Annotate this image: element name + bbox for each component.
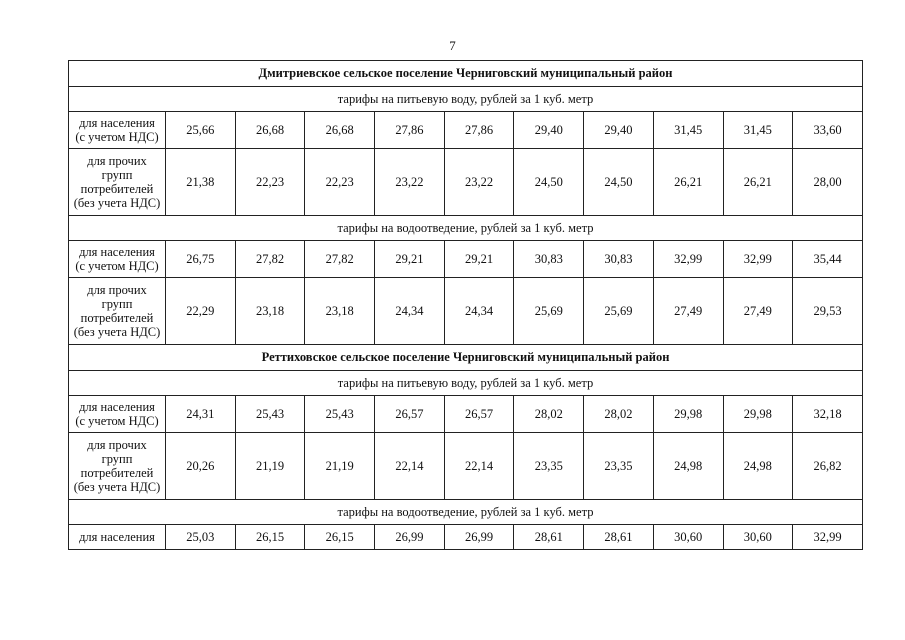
tariff-value-cell: 22,29 (166, 278, 236, 345)
tariff-value-cell: 22,14 (375, 433, 445, 500)
tariff-value-cell: 32,18 (793, 396, 863, 433)
tariff-value-cell: 28,02 (514, 396, 584, 433)
tariff-value-cell: 24,34 (375, 278, 445, 345)
tariff-table-body (69, 61, 863, 550)
tariff-group-header-row (69, 371, 863, 396)
tariff-value-cell: 23,35 (584, 433, 654, 500)
consumer-group-label: для прочих групп потребителей (без учета НДС) (69, 149, 166, 216)
tariff-value-cell: 32,99 (793, 525, 863, 550)
section-header-row (69, 61, 863, 87)
consumer-group-label: для населения (с учетом НДС) (69, 112, 166, 149)
tariff-value-cell: 33,60 (793, 112, 863, 149)
tariff-value-cell: 25,03 (166, 525, 236, 550)
tariff-value-cell: 28,00 (793, 149, 863, 216)
tariff-value-cell: 29,21 (444, 241, 514, 278)
tariff-value-cell: 21,19 (305, 433, 375, 500)
tariff-value-cell: 31,45 (723, 112, 793, 149)
tariff-value-cell: 22,14 (444, 433, 514, 500)
tariff-value-cell: 32,99 (723, 241, 793, 278)
tariff-value-cell: 26,68 (305, 112, 375, 149)
tariff-value-cell: 25,43 (305, 396, 375, 433)
tariff-value-cell: 27,82 (305, 241, 375, 278)
tariff-value-cell: 21,19 (235, 433, 305, 500)
tariff-value-cell: 22,23 (305, 149, 375, 216)
tariff-value-cell: 25,66 (166, 112, 236, 149)
tariff-value-cell: 22,23 (235, 149, 305, 216)
tariff-value-cell: 25,43 (235, 396, 305, 433)
tariff-value-cell: 24,50 (514, 149, 584, 216)
section-header-row (69, 345, 863, 371)
tariff-value-cell: 27,86 (444, 112, 514, 149)
tariff-value-cell: 23,22 (375, 149, 445, 216)
tariff-value-cell: 26,21 (653, 149, 723, 216)
tariff-value-cell: 27,86 (375, 112, 445, 149)
consumer-group-label: для населения (69, 525, 166, 550)
tariff-value-cell: 31,45 (653, 112, 723, 149)
tariff-value-cell: 23,35 (514, 433, 584, 500)
tariff-group-title: тарифы на питьевую воду, рублей за 1 куб. метр (69, 371, 863, 396)
tariff-value-cell: 28,61 (584, 525, 654, 550)
tariff-value-cell: 27,82 (235, 241, 305, 278)
tariff-value-cell: 20,26 (166, 433, 236, 500)
tariff-group-title: тарифы на водоотведение, рублей за 1 куб. метр (69, 216, 863, 241)
tariff-value-cell: 23,18 (235, 278, 305, 345)
tariff-value-cell: 26,15 (235, 525, 305, 550)
tariff-value-cell: 26,21 (723, 149, 793, 216)
tariff-value-cell: 27,49 (723, 278, 793, 345)
page-number: 7 (449, 38, 456, 53)
table-row (69, 278, 863, 345)
tariff-group-title: тарифы на питьевую воду, рублей за 1 куб. метр (69, 87, 863, 112)
section-title: Реттиховское сельское поселение Черниговский муниципальный район (69, 345, 863, 371)
tariff-value-cell: 24,50 (584, 149, 654, 216)
tariff-value-cell: 23,18 (305, 278, 375, 345)
table-row (69, 433, 863, 500)
section-title: Дмитриевское сельское поселение Черниговский муниципальный район (69, 61, 863, 87)
tariff-value-cell: 26,68 (235, 112, 305, 149)
tariff-group-header-row (69, 87, 863, 112)
tariff-value-cell: 27,49 (653, 278, 723, 345)
tariff-group-title: тарифы на водоотведение, рублей за 1 куб. метр (69, 500, 863, 525)
consumer-group-label: для населения (с учетом НДС) (69, 396, 166, 433)
tariff-value-cell: 29,40 (514, 112, 584, 149)
tariff-value-cell: 26,82 (793, 433, 863, 500)
table-row (69, 149, 863, 216)
tariff-value-cell: 30,83 (584, 241, 654, 278)
consumer-group-label: для населения (с учетом НДС) (69, 241, 166, 278)
tariff-value-cell: 29,40 (584, 112, 654, 149)
tariff-value-cell: 26,57 (444, 396, 514, 433)
tariff-value-cell: 25,69 (584, 278, 654, 345)
tariff-value-cell: 29,98 (653, 396, 723, 433)
consumer-group-label: для прочих групп потребителей (без учета НДС) (69, 278, 166, 345)
tariff-value-cell: 26,75 (166, 241, 236, 278)
tariff-value-cell: 29,53 (793, 278, 863, 345)
table-row (69, 241, 863, 278)
tariff-table (68, 60, 863, 550)
tariff-group-header-row (69, 216, 863, 241)
tariff-value-cell: 26,99 (375, 525, 445, 550)
table-row (69, 112, 863, 149)
tariff-value-cell: 25,69 (514, 278, 584, 345)
tariff-group-header-row (69, 500, 863, 525)
tariff-value-cell: 32,99 (653, 241, 723, 278)
tariff-value-cell: 30,83 (514, 241, 584, 278)
table-row (69, 396, 863, 433)
consumer-group-label: для прочих групп потребителей (без учета НДС) (69, 433, 166, 500)
tariff-value-cell: 29,98 (723, 396, 793, 433)
tariff-value-cell: 24,98 (653, 433, 723, 500)
tariff-value-cell: 21,38 (166, 149, 236, 216)
tariff-value-cell: 30,60 (723, 525, 793, 550)
tariff-value-cell: 29,21 (375, 241, 445, 278)
tariff-value-cell: 28,02 (584, 396, 654, 433)
tariff-value-cell: 35,44 (793, 241, 863, 278)
tariff-value-cell: 28,61 (514, 525, 584, 550)
tariff-value-cell: 26,57 (375, 396, 445, 433)
tariff-value-cell: 26,15 (305, 525, 375, 550)
table-row (69, 525, 863, 550)
tariff-value-cell: 30,60 (653, 525, 723, 550)
tariff-value-cell: 24,98 (723, 433, 793, 500)
tariff-value-cell: 26,99 (444, 525, 514, 550)
tariff-value-cell: 23,22 (444, 149, 514, 216)
tariff-value-cell: 24,31 (166, 396, 236, 433)
tariff-value-cell: 24,34 (444, 278, 514, 345)
